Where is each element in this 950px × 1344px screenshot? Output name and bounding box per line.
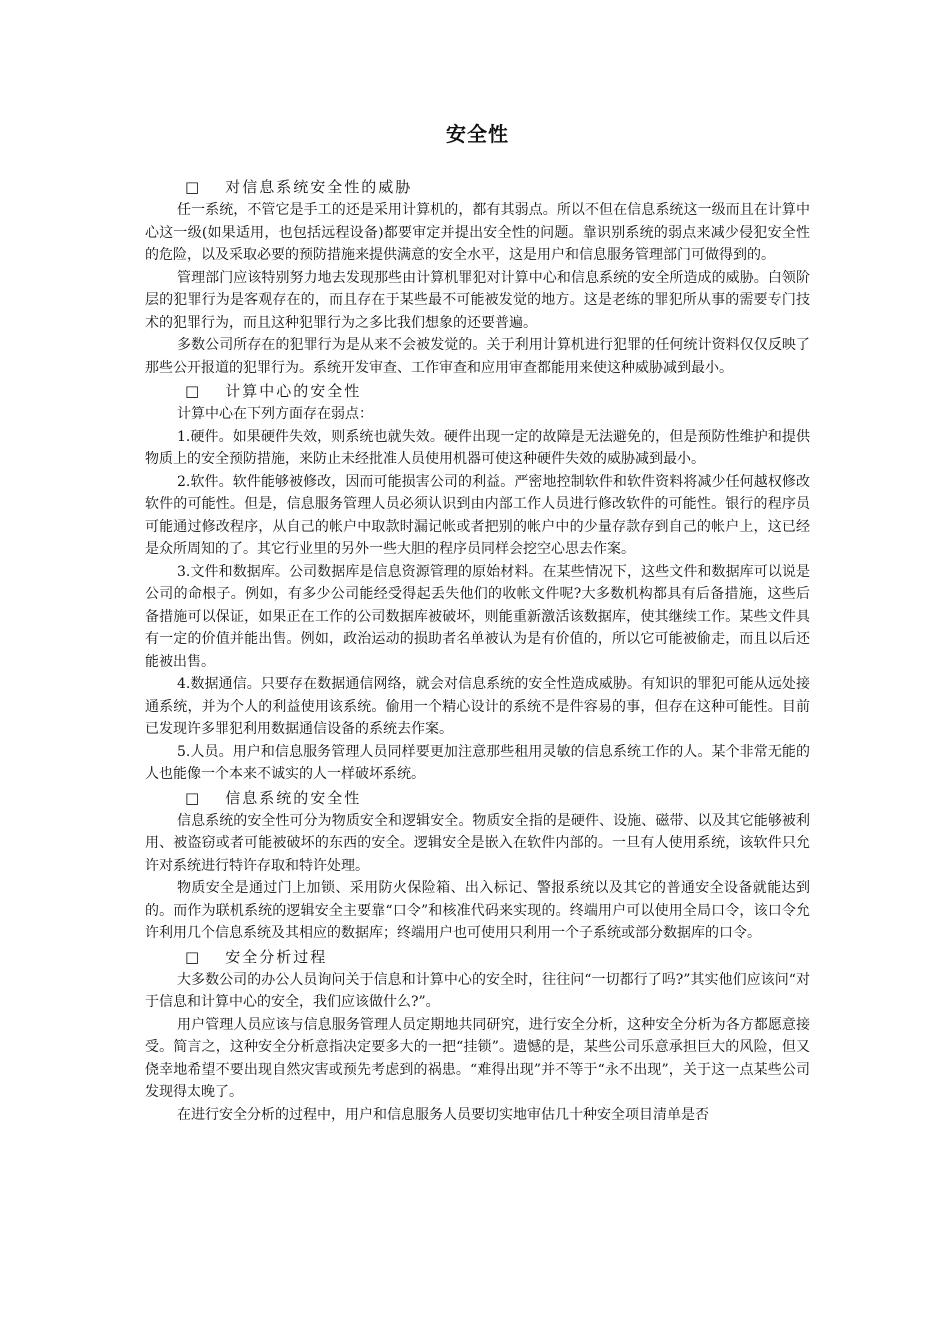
section-heading [145, 786, 810, 810]
paragraph: 信息系统的安全性可分为物质安全和逻辑安全。物质安全指的是硬件、设施、磁带、以及其它能够被利用、被盗窃或者可能被破坏的东西的安全。逻辑安全是嵌入在软件内部的。一旦有人使用系统，该软件只允许对系统进行特许存取和特许处理。 [145, 812, 810, 874]
paragraph: 2.软件。软件能够被修改，因而可能损害公司的利益。严密地控制软件和软件资料将减少任何越权修改软件的可能性。但是，信息服务管理人员必须认识到由内部工作人员进行修改软件的可能性。银行的程序员可能通过修改程序，从自己的帐户中取款时漏记帐或者把别的帐户中的少量存款存到自己的帐户上，这已经是众所周知的了。其它行业里的另外一些大胆的程序员同样会挖空心思去作案。 [145, 473, 810, 557]
paragraph: 大多数公司的办公人员询问关于信息和计算中心的安全时，往往问“一切都行了吗?”其实他们应该问“对于信息和计算中心的安全，我们应该做什么?”。 [145, 971, 810, 1010]
page-title: 安全性 [446, 122, 509, 146]
section-heading-text: 对信息系统安全性的威胁 [225, 178, 413, 196]
section-heading-text: 信息系统的安全性 [225, 788, 362, 807]
section-heading-text: 计算中心的安全性 [225, 382, 362, 400]
paragraph: 用户管理人员应该与信息服务管理人员定期地共同研究，进行安全分析，这种安全分析为各方都愿意接受。简言之，这种安全分析意指决定要多大的一把“挂锁”。遗憾的是，某些公司乐意承担巨大的风险，但又侥幸地希望不要出现自然灾害或预先考虑到的祸患。“难得出现”并不等于“永不出现”，关于这一点某些公司发现得太晚了。 [145, 1016, 810, 1100]
section-computing-center [145, 379, 810, 786]
paragraph: 多数公司所存在的犯罪行为是从来不会被发觉的。关于利用计算机进行犯罪的任何统计资料仅仅反映了那些公开报道的犯罪行为。系统开发审查、工作审查和应用审查都能用来使这种威胁减到最小。 [145, 337, 810, 376]
section-heading-text: 安全分析过程 [225, 947, 328, 966]
paragraph: 5.人员。用户和信息服务管理人员同样要更加注意那些租用灵敏的信息系统工作的人。某个非常无能的人也能像一个本来不诚实的人一样破坏系统。 [145, 743, 810, 782]
paragraph: 物质安全是通过门上加锁、采用防火保险箱、出入标记、警报系统以及其它的普通安全设备就能达到的。而作为联机系统的逻辑安全主要靠“口令”和核准代码来实现的。终端用户可以使用全局口令，该口令允许利用几个信息系统及其相应的数据库；终端用户也可使用只利用一个子系统或部分数据库的口令。 [145, 880, 810, 941]
paragraph: 1.硬件。如果硬件失效，则系统也就失效。硬件出现一定的故障是无法避免的，但是预防性维护和提供物质上的安全预防措施，来防止未经批准人员使用机器可使这种硬件失效的威胁减到最小。 [145, 428, 810, 467]
section-heading [145, 945, 810, 969]
checkbox-bullet-icon: □ [185, 788, 202, 807]
paragraph: 管理部门应该特别努力地去发现那些由计算机罪犯对计算中心和信息系统的安全所造成的威胁。白领阶层的犯罪行为是客观存在的，而且存在于某些最不可能被发觉的地方。这是老练的罪犯所从事的需要专门技术的犯罪行为，而且这种犯罪行为之多比我们想象的还要普遍。 [145, 269, 810, 331]
checkbox-bullet-icon: □ [185, 178, 202, 196]
paragraph: 4.数据通信。只要存在数据通信网络，就会对信息系统的安全性造成威胁。有知识的罪犯可能从远处接通系统，并为个人的利益使用该系统。偷用一个精心设计的系统不是件容易的事，但存在这种可能性。目前已发现许多罪犯利用数据通信设备的系统去作案。 [145, 676, 810, 737]
section-information-system [145, 786, 810, 945]
checkbox-bullet-icon: □ [185, 947, 202, 966]
paragraph: 在进行安全分析的过程中，用户和信息服务人员要切实地审估几十种安全项目清单是否 [177, 1106, 709, 1123]
section-threats [145, 175, 810, 379]
checkbox-bullet-icon: □ [185, 382, 202, 400]
paragraph: 3.文件和数据库。公司数据库是信息资源管理的原始材料。在某些情况下，这些文件和数据库可以说是公司的命根子。例如，有多少公司能经受得起丢失他们的收帐文件呢?大多数机构都具有后备措施，这些后备措施可以保证，如果正在工作的公司数据库被破坏，则能重新激活该数据库，使其继续工作。某些文件具有一定的价值并能出售。例如，政治运动的损助者名单被认为是有价值的，所以它可能被偷走，而且以后还能被出售。 [145, 563, 810, 670]
paragraph: 计算中心在下列方面存在弱点： [177, 406, 373, 422]
paragraph: 任一系统，不管它是手工的还是采用计算机的，都有其弱点。所以不但在信息系统这一级而且在计算中心这一级(如果适用，也包括远程设备)都要审定并提出安全性的问题。靠识别系统的弱点来减少侵犯安全性的危险，以及采取必要的预防措施来提供满意的安全水平，这是用户和信息服务管理部门可做得到的。 [145, 202, 810, 263]
section-analysis-process [145, 945, 810, 1127]
section-heading [145, 379, 810, 403]
section-heading [145, 175, 810, 199]
